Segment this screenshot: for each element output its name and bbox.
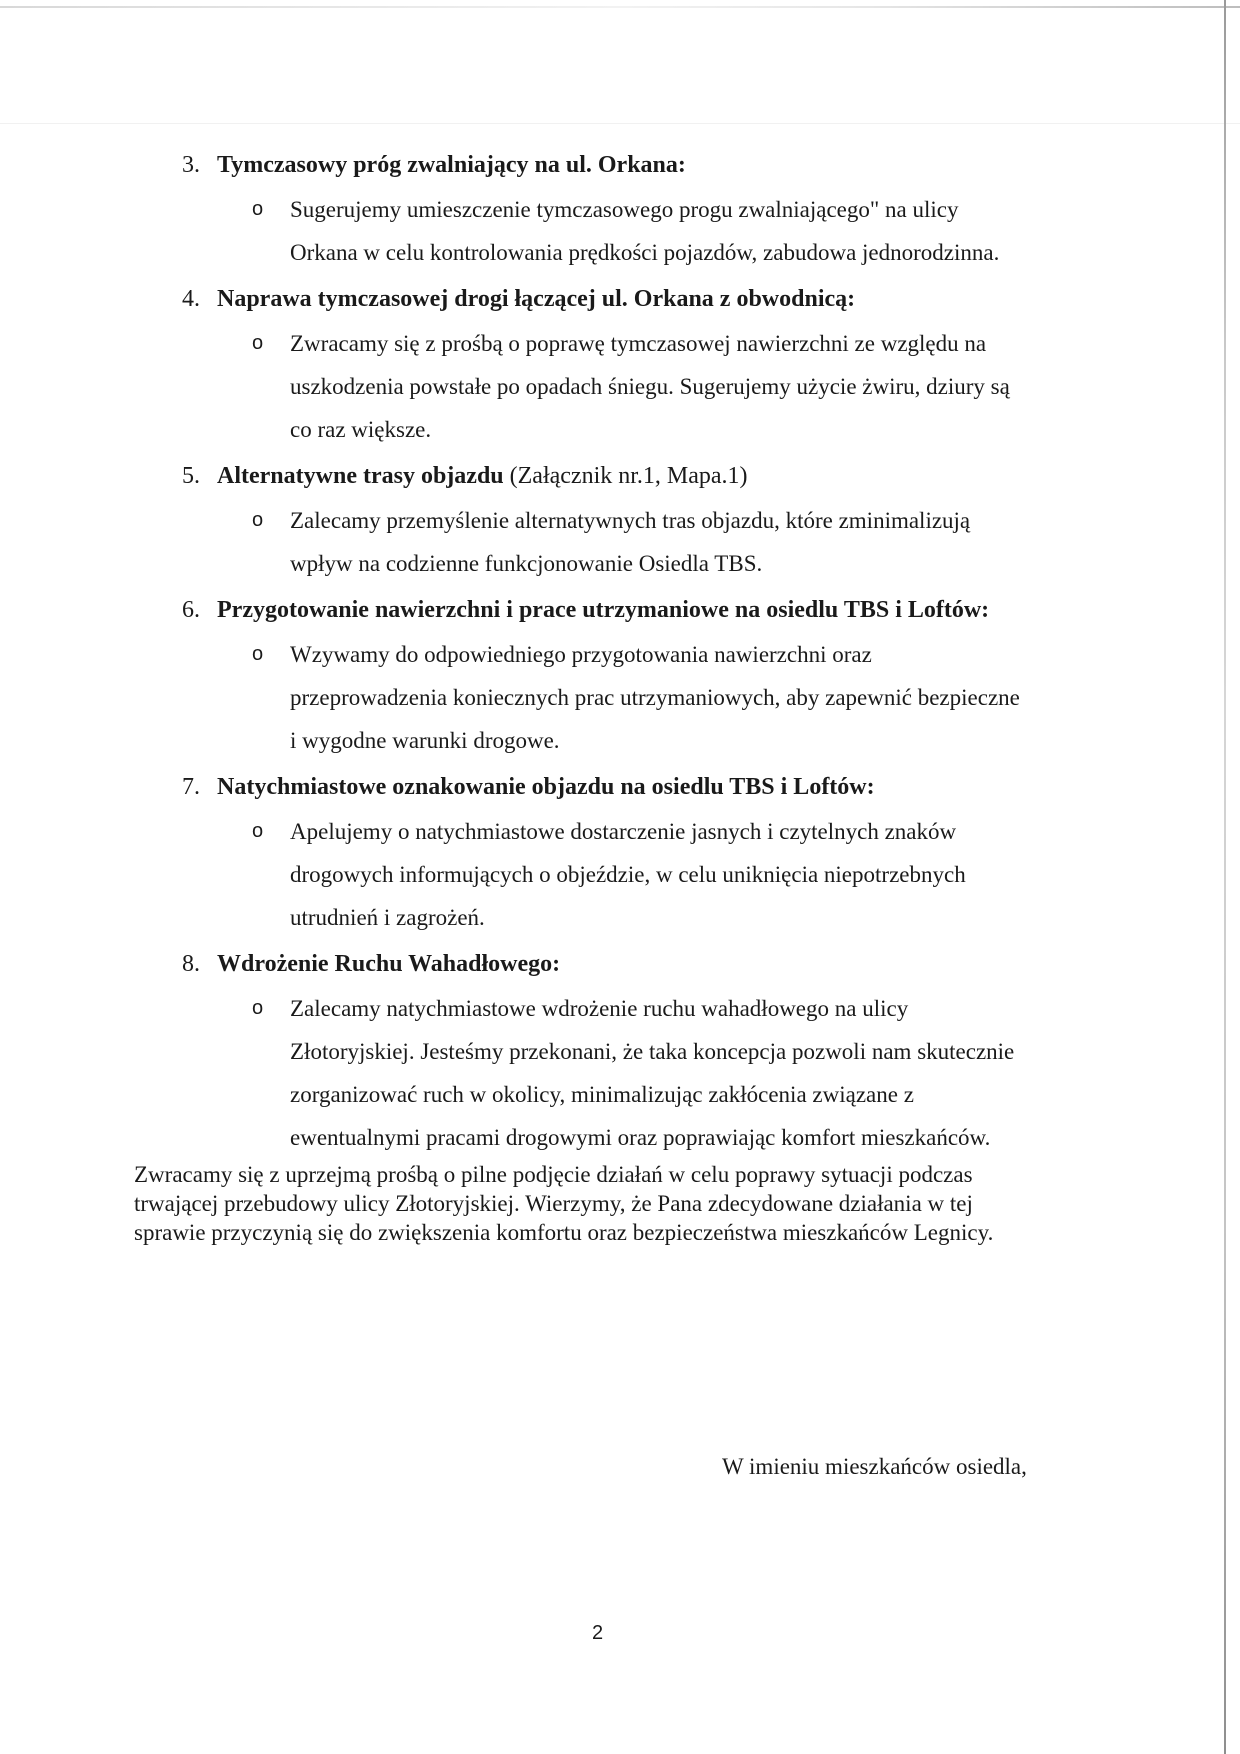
sub-bullet — [0, 322, 1240, 451]
text-line: Wzywamy do odpowiedniego przygotowania nawierzchni oraz — [290, 642, 872, 667]
sub-bullet-text — [290, 188, 1090, 274]
list-item — [0, 280, 1240, 451]
text-line: Orkana w celu kontrolowania prędkości pojazdów, zabudowa jednorodzinna. — [290, 240, 1000, 265]
list-item-title-text: Wdrożenie Ruchu Wahadłowego: — [217, 951, 561, 977]
list-item — [0, 945, 1240, 1159]
text-line: Zwracamy się z uprzejmą prośbą o pilne podjęcie działań w celu poprawy sytuacji podczas — [134, 1162, 973, 1187]
list-item-title-text: Tymczasowy próg zwalniający na ul. Orkana: — [217, 152, 686, 178]
list-item-title — [217, 591, 989, 629]
list-item-number: 4. — [182, 286, 200, 312]
text-line: trwającej przebudowy ulicy Złotoryjskiej. Wierzymy, że Pana zdecydowane działania w tej — [134, 1191, 973, 1216]
list-item — [0, 768, 1240, 939]
list-item-number: 7. — [182, 774, 200, 800]
list-item-title — [217, 280, 855, 318]
text-line: przeprowadzenia koniecznych prac utrzymaniowych, aby zapewnić bezpieczne — [290, 685, 1020, 710]
closing-paragraph — [134, 1160, 1094, 1247]
list-item-title — [217, 457, 748, 495]
list-item-heading — [0, 591, 1240, 629]
text-line: uszkodzenia powstałe po opadach śniegu. Sugerujemy użycie żwiru, dziury są — [290, 374, 1010, 399]
list-item-heading — [0, 768, 1240, 806]
bullet-marker: o — [252, 997, 264, 1019]
list-item-title-text: Natychmiastowe oznakowanie objazdu na osiedlu TBS i Loftów: — [217, 774, 875, 800]
list-item-heading — [0, 146, 1240, 184]
text-line: Zalecamy natychmiastowe wdrożenie ruchu wahadłowego na ulicy — [290, 996, 909, 1021]
bullet-marker: o — [252, 820, 264, 842]
numbered-list — [0, 146, 1240, 1159]
sub-bullet — [0, 188, 1240, 274]
list-item — [0, 591, 1240, 762]
list-item-title-text: Naprawa tymczasowej drogi łączącej ul. Orkana z obwodnicą: — [217, 286, 856, 312]
sub-bullet — [0, 499, 1240, 585]
text-line: wpływ na codzienne funkcjonowanie Osiedla TBS. — [290, 551, 763, 576]
sub-bullet — [0, 810, 1240, 939]
sub-bullet-text — [290, 810, 1090, 939]
sub-bullet — [0, 987, 1240, 1159]
signature-line: W imieniu mieszkańców osiedla, — [722, 1454, 1027, 1479]
text-line: utrudnień i zagrożeń. — [290, 905, 485, 930]
sub-bullet-text — [290, 499, 1090, 585]
list-item-heading — [0, 280, 1240, 318]
bullet-marker: o — [252, 643, 264, 665]
list-item-heading — [0, 457, 1240, 495]
list-item-heading — [0, 945, 1240, 983]
text-line: sprawie przyczynią się do zwiększenia komfortu oraz bezpieczeństwa mieszkańców Legnicy. — [134, 1220, 994, 1245]
sub-bullet-text — [290, 322, 1090, 451]
list-item-title-text: Alternatywne trasy objazdu — [217, 463, 504, 489]
bullet-marker: o — [252, 198, 264, 220]
list-item — [0, 457, 1240, 585]
page-number: 2 — [592, 1622, 604, 1644]
text-line: Zwracamy się z prośbą o poprawę tymczasowej nawierzchni ze względu na — [290, 331, 987, 356]
scan-artifact-line — [0, 123, 1240, 124]
text-line: Sugerujemy umieszczenie tymczasowego progu zwalniającego" na ulicy — [290, 197, 959, 222]
text-line: zorganizować ruch w okolicy, minimalizując zakłócenia związane z — [290, 1082, 914, 1107]
text-line: Złotoryjskiej. Jesteśmy przekonani, że taka koncepcja pozwoli nam skutecznie — [290, 1039, 1015, 1064]
list-item-number: 8. — [182, 951, 200, 977]
list-item-number: 3. — [182, 152, 200, 178]
list-item-title — [217, 945, 560, 983]
sub-bullet-text — [290, 633, 1090, 762]
bullet-marker: o — [252, 509, 264, 531]
sub-bullet-text — [290, 987, 1090, 1159]
text-line: i wygodne warunki drogowe. — [290, 728, 560, 753]
list-item-number: 5. — [182, 463, 200, 489]
list-item — [0, 146, 1240, 274]
scan-edge-top — [0, 6, 1240, 8]
text-line: Apelujemy o natychmiastowe dostarczenie jasnych i czytelnych znaków — [290, 819, 957, 844]
text-line: co raz większe. — [290, 417, 432, 442]
sub-bullet — [0, 633, 1240, 762]
bullet-marker: o — [252, 332, 264, 354]
text-line: ewentualnymi pracami drogowymi oraz poprawiając komfort mieszkańców. — [290, 1125, 991, 1150]
text-line: drogowych informujących o objeździe, w celu uniknięcia niepotrzebnych — [290, 862, 966, 887]
list-item-title-text: Przygotowanie nawierzchni i prace utrzymaniowe na osiedlu TBS i Loftów: — [217, 597, 990, 623]
text-line: Zalecamy przemyślenie alternatywnych tras objazdu, które zminimalizują — [290, 508, 971, 533]
list-item-number: 6. — [182, 597, 200, 623]
list-item-title — [217, 768, 875, 806]
list-item-title-extra: (Załącznik nr.1, Mapa.1) — [503, 463, 748, 489]
list-item-title — [217, 146, 686, 184]
